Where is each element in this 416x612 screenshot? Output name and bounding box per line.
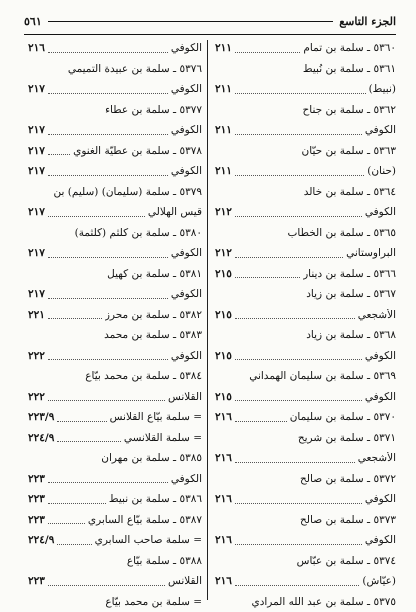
dot-leader [235,421,287,422]
index-entry [215,79,396,100]
entry-text: ٥٣٨٢ ـ سلمة بن محرز [105,309,202,321]
entry-page-number: ٢٢٣ [28,473,45,485]
dot-leader [48,585,165,586]
index-entry [215,243,396,264]
entry-page-number: ٢٢٤/٩ [28,534,54,546]
dot-leader [235,359,362,360]
entry-text: الكوفي [365,350,396,362]
index-entry [215,346,396,367]
index-entry [215,489,396,510]
entry-page-number: ٢١٢ [215,206,232,218]
entry-text: الكوفي [171,124,202,136]
dot-leader [235,277,300,278]
index-entry [28,428,202,449]
index-entry [215,510,396,531]
entry-page-number: ٢١٢ [215,247,232,259]
dot-leader [48,216,145,217]
dot-leader [235,257,343,258]
index-entry [215,182,396,203]
index-entry [28,325,202,346]
entry-text: ٥٣٦٩ ـ سلمة بن سليمان الهمداني [249,370,396,382]
dot-leader [57,544,91,545]
entry-text: ٥٣٦٨ ـ سلمة بن زياد [306,329,396,341]
index-entry [28,223,202,244]
entry-page-number: ٢٢٢ [28,391,45,403]
entry-text: ٥٣٦٢ ـ سلمة بن جناح [302,104,396,116]
entry-text: ٥٣٨٦ ـ سلمة بن نبيط [109,493,202,505]
entry-page-number: ٢١٧ [28,83,45,95]
index-entry [28,182,202,203]
entry-text: ٥٣٧٦ ـ سلمة بن عبيدة التميمي [68,63,202,75]
index-entry [28,202,202,223]
entry-text: ٥٣٨٧ ـ سلمة بيّاع السابري [88,514,202,526]
entry-text: = سلمة القلانسي [124,432,202,444]
dot-leader [48,400,165,401]
entry-text: القلانس [168,575,202,587]
entry-page-number: ٢٢١ [28,309,45,321]
entry-text: ٥٣٦٤ ـ سلمة بن خالد [304,186,396,198]
entry-text: ٥٣٧٠ ـ سلمة بن سليمان [290,411,396,423]
entry-page-number: ٢١٥ [215,268,232,280]
index-entry [215,141,396,162]
entry-text: الكوفي [365,206,396,218]
entry-page-number: ٢١٦ [215,452,232,464]
index-entry [28,510,202,531]
index-column-left [28,38,202,600]
dot-leader [235,503,362,504]
entry-text: الكوفي [365,534,396,546]
entry-page-number: ٢١٦ [215,411,232,423]
entry-text: القلانس [168,391,202,403]
entry-text: ٥٣٨٠ ـ سلمة بن كلثم (كلثمة) [75,227,202,239]
entry-text: ٥٣٨٥ ـ سلمة بن مهران [101,452,202,464]
index-entry [28,141,202,162]
index-entry [28,407,202,428]
index-entry [215,571,396,592]
dot-leader [48,298,168,299]
index-entry [28,489,202,510]
header-divider [24,34,396,35]
entry-text: (نبيط) [369,83,396,95]
entry-text: = سلمة بيّاع القلانس [110,411,202,423]
index-entry [215,366,396,387]
dot-leader [48,93,168,94]
index-entry [28,120,202,141]
entry-page-number: ٢١٦ [215,575,232,587]
entry-page-number: ٢١٧ [28,206,45,218]
header-title: الجزء التاسع [339,15,396,28]
entry-text: الأشجعي [358,309,396,321]
entry-text: ٥٣٦٥ ـ سلمة بن الخطّاب [288,227,396,239]
dot-leader [235,134,362,135]
entry-text: = سلمة صاحب السابري [95,534,202,546]
entry-page-number: ٢٢٣ [28,493,45,505]
dot-leader [57,441,120,442]
dot-leader [235,175,364,176]
entry-page-number: ٢٢٣ [28,575,45,587]
index-entry [28,243,202,264]
header-rule [48,21,334,22]
entry-text: الأشجعي [358,452,396,464]
entry-page-number: ٢١٦ [215,493,232,505]
dot-leader [235,400,362,401]
index-entry [28,59,202,80]
dot-leader [235,585,359,586]
entry-page-number: ٢١١ [215,83,232,95]
entry-text: الكوفي [365,391,396,403]
entry-page-number: ٢١٧ [28,124,45,136]
entry-page-number: ٢١٦ [28,42,45,54]
dot-leader [235,216,362,217]
entry-page-number: ٢١٧ [28,247,45,259]
dot-leader [48,482,168,483]
dot-leader [48,257,168,258]
index-entry [215,38,396,59]
entry-text: البراوستاني [346,247,396,259]
index-entry [215,448,396,469]
entry-text: الكوفي [171,288,202,300]
entry-text: ٥٣٨٤ ـ سلمة بن محمد بيّاع [85,370,202,382]
entry-page-number: ٢١١ [215,42,232,54]
index-entry [28,305,202,326]
entry-page-number: ٢١٥ [215,391,232,403]
entry-text: ٥٣٦٣ ـ سلمة بن حيّان [302,145,396,157]
entry-page-number: ٢١١ [215,124,232,136]
index-entry [215,387,396,408]
index-entry [215,59,396,80]
header-page-number: ٥٦١ [24,15,42,28]
entry-text: (حنان) [367,165,396,177]
dot-leader [48,503,106,504]
dot-leader [48,175,168,176]
entry-text: ٥٣٧٧ ـ سلمة بن عطاء [105,104,202,116]
dot-leader [48,523,85,524]
index-entry [215,202,396,223]
entry-page-number: ٢٢٣ [28,514,45,526]
entry-text: ٥٣٦٧ ـ سلمة بن زياد [306,288,396,300]
index-entry [28,530,202,551]
column-divider [207,40,208,600]
dot-leader [48,318,102,319]
entry-text: الكوفي [171,42,202,54]
index-entry [28,264,202,285]
index-entry [28,469,202,490]
entry-page-number: ٢١٧ [28,288,45,300]
index-entry [28,366,202,387]
index-entry [28,284,202,305]
entry-text: ٥٣٨١ ـ سلمة بن كهيل [107,268,202,280]
entry-text: الكوفي [171,473,202,485]
index-entry [28,346,202,367]
entry-text: ٥٣٧٣ ـ سلمة بن صالح [300,514,396,526]
entry-page-number: ٢١٦ [215,534,232,546]
entry-text: ٥٣٧٩ ـ سلمة (سليمان) (سليم) بن [54,186,202,198]
dot-leader [48,154,70,155]
entry-page-number: ٢١٧ [28,145,45,157]
dot-leader [235,318,355,319]
index-entry [215,264,396,285]
entry-page-number: ٢٢٤/٩ [28,432,54,444]
dot-leader [235,462,355,463]
entry-text: ٥٣٦٦ ـ سلمة بن دينار [303,268,396,280]
dot-leader [48,52,168,53]
index-entry [215,407,396,428]
entry-text: ٥٣٦٠ ـ سلمة بن تمام [303,42,396,54]
index-entry [215,223,396,244]
entry-text: الكوفي [171,247,202,259]
entry-text: الكوفي [365,493,396,505]
index-entry [28,551,202,572]
index-entry [28,448,202,469]
entry-page-number: ٢٢٣/٩ [28,411,54,423]
dot-leader [57,421,106,422]
index-entry [215,100,396,121]
dot-leader [48,359,168,360]
entry-text: ٥٣٧٢ ـ سلمة بن صالح [300,473,396,485]
index-entry [28,79,202,100]
entry-page-number: ٢١٧ [28,165,45,177]
index-entry [215,120,396,141]
index-entry [28,38,202,59]
index-entry [215,305,396,326]
entry-text: الكوفي [171,83,202,95]
entry-text: ٥٣٦١ ـ سلمة بن نُبيط [303,63,396,75]
dot-leader [235,52,301,53]
index-entry [215,284,396,305]
dot-leader [235,93,366,94]
dot-leader [48,134,168,135]
entry-page-number: ٢٢٢ [28,350,45,362]
index-entry [215,325,396,346]
entry-text: ٥٣٨٣ ـ سلمة بن محمد [104,329,202,341]
index-entry [215,469,396,490]
index-entry [28,100,202,121]
entry-text: الكوفي [171,165,202,177]
index-entry [28,387,202,408]
index-entry [28,571,202,592]
index-entry [215,551,396,572]
index-entry [215,161,396,182]
entry-page-number: ٢١١ [215,165,232,177]
index-entry [215,428,396,449]
index-entry [28,161,202,182]
entry-text: الكوفي [171,350,202,362]
dot-leader [235,544,362,545]
entry-text: الكوفي [365,124,396,136]
entry-text: ٥٣٧٤ ـ سلمة بن عبّاس [297,555,396,567]
entry-page-number: ٢١٥ [215,350,232,362]
entry-text: ٥٣٨٨ ـ سلمة بيّاع [127,555,202,567]
entry-text: قيس الهلالي [148,206,202,218]
index-column-right [215,38,396,600]
running-header [24,12,396,30]
entry-text: (عيّاش) [362,575,396,587]
entry-text: ٥٣٧٨ ـ سلمة بن عطيّة الغنوي [73,145,202,157]
index-entry [215,530,396,551]
entry-text: = سلمة بن محمد بيّاع [105,596,202,608]
entry-text: ٥٣٧٥ ـ سلمة بن عبد الله المرادي [251,596,396,608]
entry-text: ٥٣٧١ ـ سلمة بن شريح [298,432,396,444]
entry-page-number: ٢١٥ [215,309,232,321]
